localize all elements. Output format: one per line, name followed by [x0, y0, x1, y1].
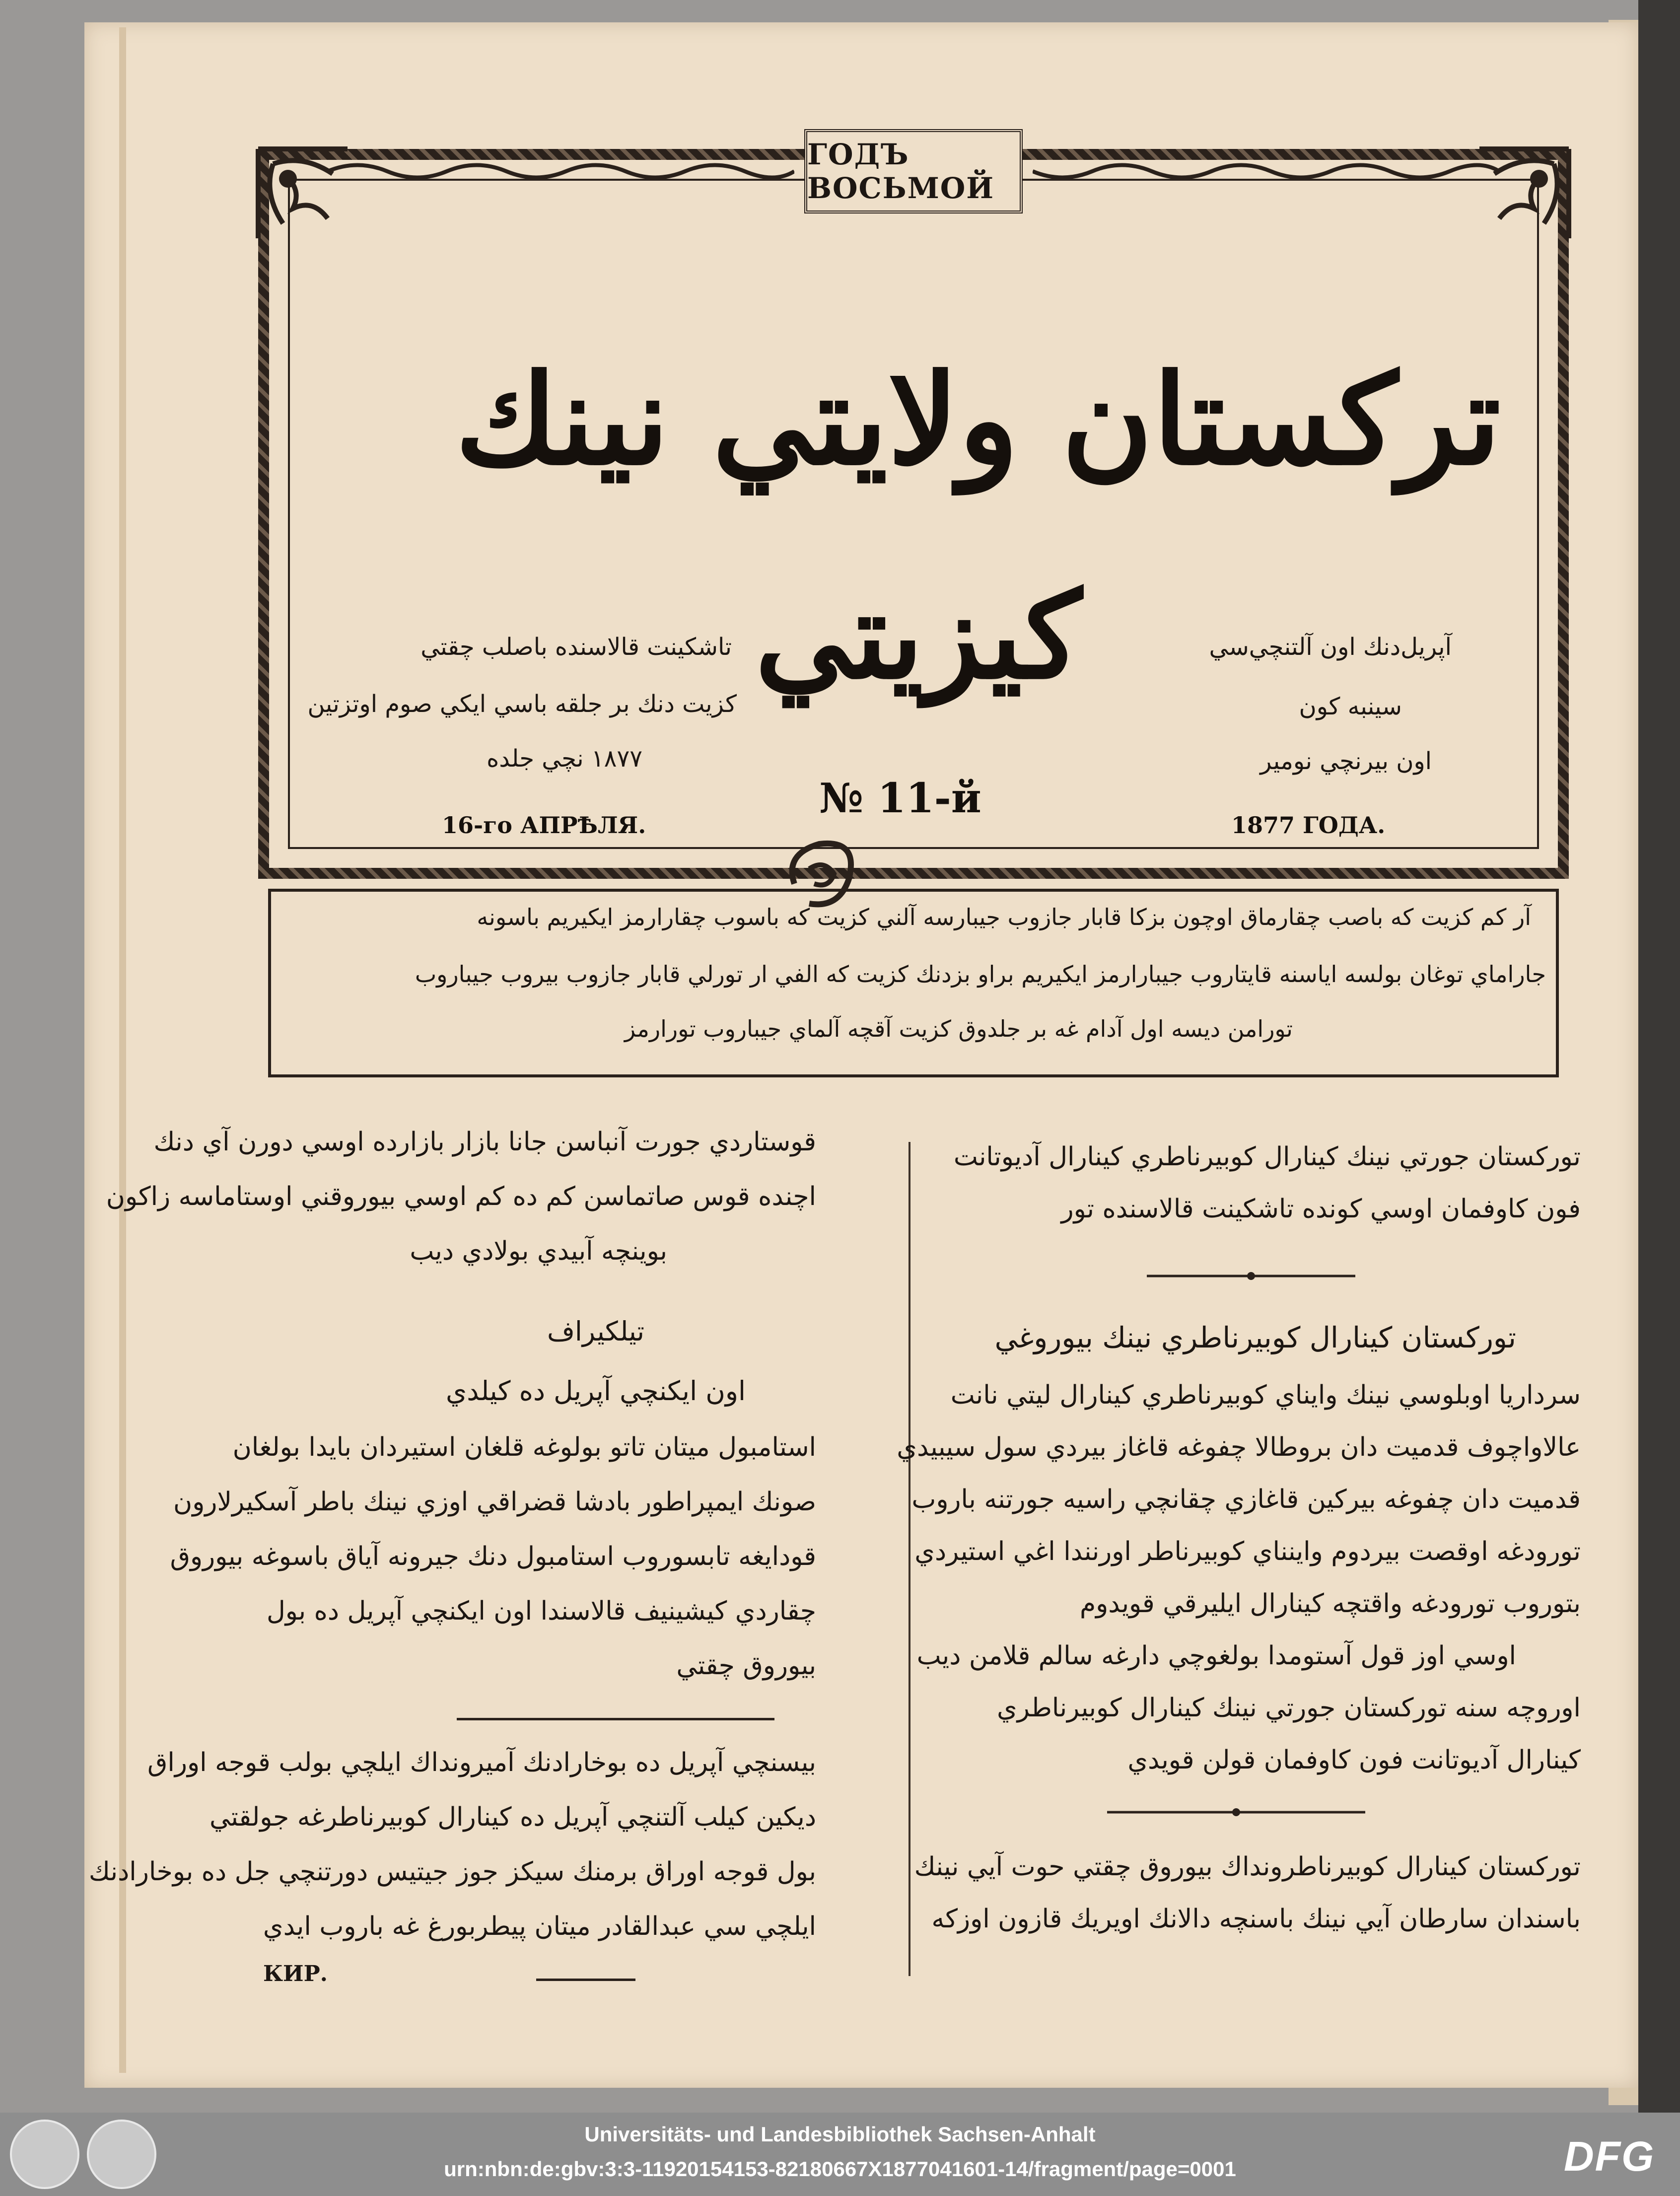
newspaper-title-sub: كيزيتي — [755, 566, 1082, 706]
dfg-logo: DFG — [1564, 2133, 1655, 2180]
article-text-line: بوينچه آبيدي بولادي ديب — [410, 1236, 667, 1266]
article-text-line: قوستاردي جورت آنباسن جانا بازار بازارده اوسي دورن آي دنك — [153, 1127, 816, 1157]
section-ornament-icon — [1107, 1807, 1365, 1817]
library-name: Universitäts- und Landesbibliothek Sachsen-Anhalt — [584, 2123, 1096, 2146]
article-text-line: بول قوجه اوراق برمنك سيكز جوز جيتيس دورتنچي جل ده بوخارادنك — [88, 1857, 816, 1887]
year-label: ГОДЪ ВОСЬМОЙ — [807, 138, 995, 205]
header-left-line: تاشكينت قالاسنده باصلب چقتي — [420, 633, 732, 661]
newspaper-title: تركستان ولايتي نينك — [455, 347, 1501, 493]
article-text-line: بيسنچي آپريل ده بوخارادنك آميرونداك ايلچي بولب قوجه اوراق — [147, 1748, 816, 1777]
article-text-line: اوسي اوز قول آستومدا بولغوچي دارغه سالم قلامن ديب — [916, 1641, 1516, 1671]
notice-line: تورامن ديسه اول آدام غه بر جلدوق كزيت آقچه آلماي جيباروب تورارمز — [624, 1015, 1293, 1042]
book-spine — [1638, 0, 1680, 2113]
article-text-line: ديكين كيلب آلتنچي آپريل ده كينارال كوبيرناطرغه جولقتي — [210, 1802, 816, 1832]
article-text-line: اچنده قوس صاتماسن كم ده كم اوسي بيوروقني اوستاماسه زاكون — [106, 1182, 816, 1211]
article-text-line: بتوروب تورودغه واقتچه كينارال ايليرقي قويدوم — [1079, 1589, 1581, 1619]
article-text-line: صونك ايمپراطور بادشا قضراقي اوزي نينك باطر آسكيرلارون — [173, 1487, 816, 1517]
article-heading: توركستان كينارال كوبيرناطري نينك بيوروغي — [994, 1321, 1516, 1354]
article-text-line: سرداريا اوبلوسي نينك وايناي كوبيرناطري كينارال ليتي نانت — [950, 1380, 1581, 1410]
telegram-heading: تيلكيراف — [547, 1316, 645, 1347]
section-rule — [457, 1718, 774, 1720]
notice-line: آر كم كزيت كه باصب چقارماق اوچون بزكا قابار جازوب جيبارسه آلني كزيت كه باسوب چقارارمز ايكيريم باسونه — [477, 904, 1531, 930]
section-ornament-icon — [1147, 1271, 1355, 1281]
article-text-line: كينارال آديوتانت فون كاوفمان قولن قويدي — [1127, 1745, 1581, 1775]
document-urn[interactable]: urn:nbn:de:gbv:3:3-11920154153-82180667X1877041601-14/fragment/page=0001 — [444, 2157, 1236, 2181]
notice-line: جاراماي توغان بولسه اياسنه قايتاروب جيبارارمز ايكيريم براو بزدنك كزيت كه الفي ار تورلي قابار جازوب بيروب جيباروب — [415, 961, 1546, 988]
library-footer — [0, 2113, 1680, 2196]
issue-year: 1877 ГОДА. — [1231, 812, 1386, 839]
closing-rule — [536, 1979, 635, 1981]
article-text-line: تورودغه اوقصت بيردوم واينناي كوبيرناطر اورنندا اغي استيردي — [914, 1537, 1581, 1566]
article-text-line: فون كاوفمان اوسي كونده تاشكينت قالاسنده تور — [1061, 1194, 1581, 1224]
issue-number: № 11-й — [819, 775, 981, 822]
header-left-line: كزيت دنك بر جلقه باسي ايكي صوم اوتزتين — [307, 690, 737, 718]
telegram-subheading: اون ايكنچي آپريل ده كيلدي — [446, 1375, 746, 1407]
issue-date: 16-го АПРѢЛЯ. — [442, 812, 646, 839]
article-text-line: بيوروق چقتي — [676, 1651, 816, 1681]
header-right-line: سينبه كون — [1299, 693, 1402, 720]
article-text-line: باسندان سارطان آيي نينك باسنچه دالانك اويريك قازون اوزكه — [931, 1904, 1581, 1934]
top-ornament-right-icon — [1033, 159, 1499, 184]
article-text-line: توركستان جورتي نينك كينارال كوبيرناطري كينارال آديوتانت — [953, 1142, 1581, 1172]
year-label-box — [804, 129, 1023, 213]
page-signature: КИР. — [263, 1961, 328, 1986]
column-divider — [909, 1142, 910, 1976]
header-right-line: اون بيرنچي نومير — [1260, 747, 1432, 775]
article-text-line: توركستان كينارال كوبيرناطرونداك بيوروق چقتي حوت آيي نينك — [914, 1852, 1581, 1882]
article-text-line: چقاردي كيشينيف قالاسندا اون ايكنچي آپريل ده بول — [266, 1596, 816, 1626]
article-text-line: ايلچي سي عبدالقادر ميتان پيطربورغ غه باروب ايدي — [263, 1912, 816, 1941]
header-left-line: ١٨٧٧ نچي جلده — [487, 745, 642, 773]
article-text-line: قدميت دان چفوغه بيركين قاغازي چقانچي راسيه جورتنه باروب — [911, 1485, 1581, 1514]
article-text-line: اوروچه سنه توركستان جورتي نينك كينارال كوبيرناطري — [997, 1693, 1581, 1723]
article-text-line: عالاواچوف قدميت دان بروطالا چفوغه قاغاز بيردي سول سيبيدي — [897, 1432, 1581, 1462]
paper-edge — [119, 27, 126, 2073]
article-text-line: قودايغه تابسوروب استامبول دنك جيرونه آياق باسوغه بيوروق — [170, 1542, 816, 1571]
article-text-line: استامبول ميتان تاتو بولوغه قلغان استيردان بايدا بولغان — [232, 1432, 816, 1462]
top-ornament-left-icon — [328, 159, 794, 184]
header-right-line: آپريل‌دنك اون آلتنچي‌سي — [1209, 633, 1452, 661]
